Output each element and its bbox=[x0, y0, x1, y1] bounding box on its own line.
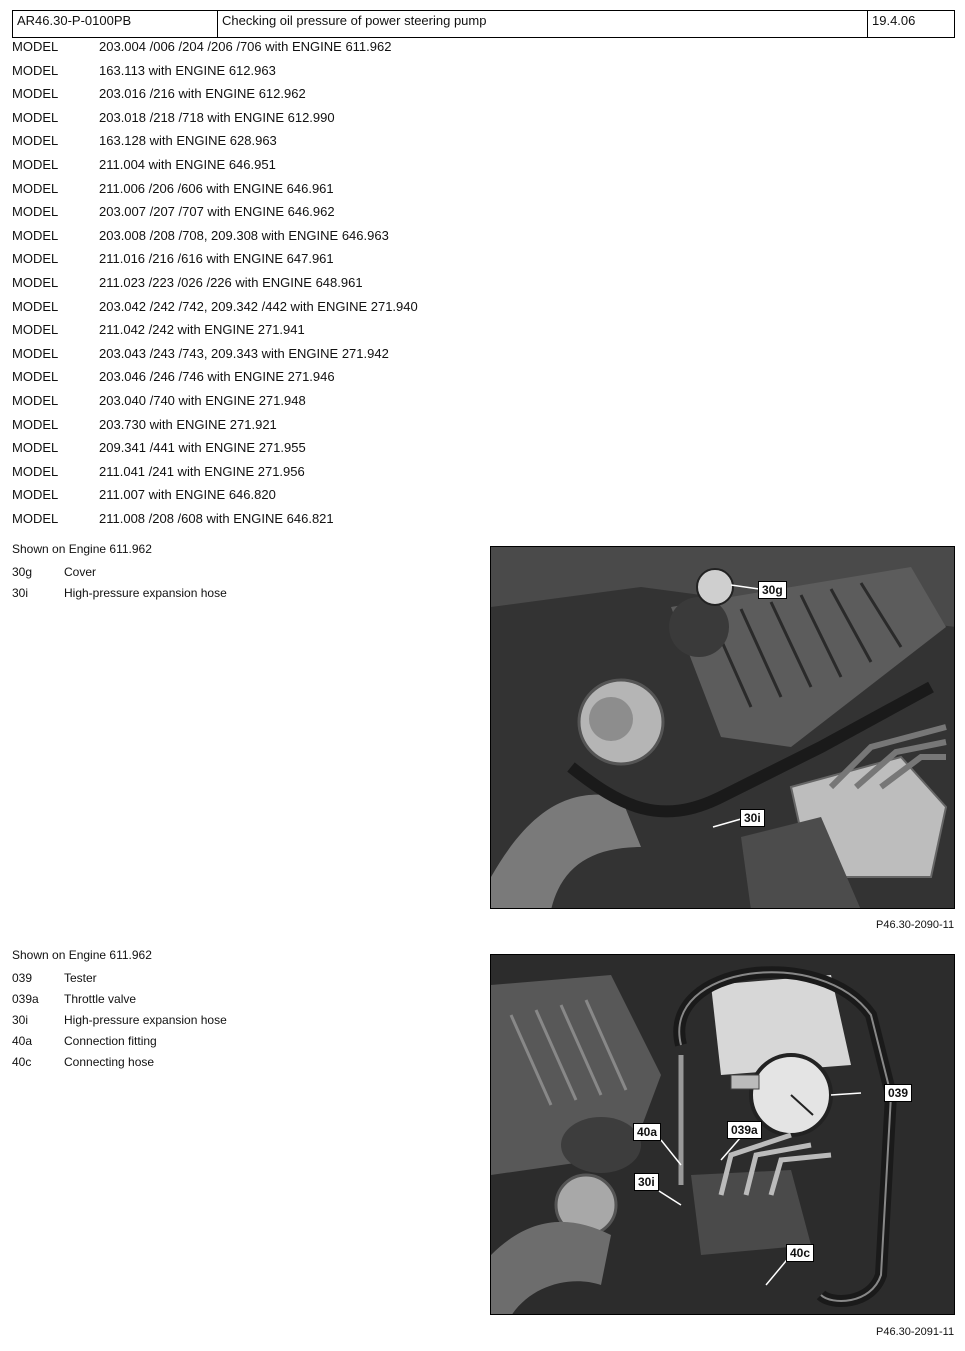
engine-photo-1 bbox=[490, 546, 955, 909]
model-row bbox=[12, 438, 418, 462]
callout-039: 039 bbox=[884, 1084, 912, 1102]
model-row bbox=[12, 61, 418, 85]
model-row bbox=[12, 391, 418, 415]
model-value: 203.042 /242 /742, 209.342 /442 with ENGINE 271.940 bbox=[99, 298, 418, 314]
model-row bbox=[12, 155, 418, 179]
callout-40c: 40c bbox=[786, 1244, 814, 1262]
model-value: 203.008 /208 /708, 209.308 with ENGINE 646.963 bbox=[99, 227, 389, 243]
model-value: 203.046 /246 /746 with ENGINE 271.946 bbox=[99, 369, 335, 385]
callout-30g: 30g bbox=[758, 581, 787, 599]
callout-30i: 30i bbox=[634, 1173, 659, 1191]
legend-item bbox=[12, 989, 227, 1010]
model-label: MODEL bbox=[12, 416, 59, 432]
legend-text: Tester bbox=[64, 971, 97, 985]
model-value: 163.113 with ENGINE 612.963 bbox=[99, 62, 276, 78]
legend-code: 30i bbox=[12, 1013, 29, 1027]
model-label: MODEL bbox=[12, 463, 59, 479]
model-list bbox=[12, 37, 418, 532]
legend-item bbox=[12, 968, 227, 989]
model-row bbox=[12, 485, 418, 509]
model-value: 211.041 /241 with ENGINE 271.956 bbox=[99, 463, 305, 479]
model-value: 209.341 /441 with ENGINE 271.955 bbox=[99, 440, 306, 456]
model-value: 203.043 /243 /743, 209.343 with ENGINE 271.942 bbox=[99, 345, 389, 361]
model-label: MODEL bbox=[12, 39, 59, 54]
model-label: MODEL bbox=[12, 251, 59, 267]
model-value: 211.016 /216 /616 with ENGINE 647.961 bbox=[99, 251, 334, 267]
doc-date: 19.4.06 bbox=[872, 13, 916, 28]
legend-text: High-pressure expansion hose bbox=[64, 586, 227, 600]
legend-item bbox=[12, 1031, 227, 1052]
model-label: MODEL bbox=[12, 440, 59, 456]
model-row bbox=[12, 226, 418, 250]
legend-text: Cover bbox=[64, 565, 97, 579]
model-row bbox=[12, 131, 418, 155]
model-label: MODEL bbox=[12, 274, 59, 290]
section-1-legend bbox=[12, 542, 227, 604]
model-row bbox=[12, 462, 418, 486]
doc-id: AR46.30-P-0100PB bbox=[13, 11, 218, 37]
model-value: 203.018 /218 /718 with ENGINE 612.990 bbox=[99, 109, 335, 125]
model-value: 203.040 /740 with ENGINE 271.948 bbox=[99, 392, 306, 408]
model-row bbox=[12, 179, 418, 203]
legend-code: 039 bbox=[12, 971, 33, 985]
model-row bbox=[12, 509, 418, 533]
callout-039a: 039a bbox=[727, 1121, 762, 1139]
model-value: 203.007 /207 /707 with ENGINE 646.962 bbox=[99, 204, 335, 220]
callout-30i: 30i bbox=[740, 809, 765, 827]
legend-text: Throttle valve bbox=[64, 992, 137, 1006]
model-row bbox=[12, 84, 418, 108]
section-2-subtitle: Shown on Engine 611.962 bbox=[12, 948, 152, 962]
figure-id-1: P46.30-2090-11 bbox=[876, 919, 955, 931]
model-row bbox=[12, 273, 418, 297]
model-label: MODEL bbox=[12, 62, 59, 78]
legend-text: Connecting hose bbox=[64, 1055, 155, 1069]
engine-photo-2 bbox=[490, 954, 955, 1315]
model-label: MODEL bbox=[12, 298, 59, 314]
model-row bbox=[12, 108, 418, 132]
legend-item bbox=[12, 1052, 227, 1073]
model-row bbox=[12, 415, 418, 439]
model-value: 211.006 /206 /606 with ENGINE 646.961 bbox=[99, 180, 334, 196]
doc-title: Checking oil pressure of power steering pump bbox=[218, 11, 868, 37]
section-1-subtitle: Shown on Engine 611.962 bbox=[12, 542, 152, 556]
legend-code: 40c bbox=[12, 1055, 32, 1069]
model-label: MODEL bbox=[12, 392, 59, 408]
legend-text: Connection fitting bbox=[64, 1034, 157, 1048]
model-value: 203.016 /216 with ENGINE 612.962 bbox=[99, 86, 306, 102]
model-value: 211.004 with ENGINE 646.951 bbox=[99, 156, 276, 172]
model-value: 211.007 with ENGINE 646.820 bbox=[99, 487, 276, 503]
legend-code: 30g bbox=[12, 565, 33, 579]
model-label: MODEL bbox=[12, 322, 59, 338]
legend-item bbox=[12, 583, 227, 604]
legend-code: 40a bbox=[12, 1034, 33, 1048]
model-value: 203.004 /006 /204 /206 /706 with ENGINE 611.962 bbox=[99, 39, 392, 54]
model-row bbox=[12, 249, 418, 273]
model-label: MODEL bbox=[12, 109, 59, 125]
legend-item bbox=[12, 1010, 227, 1031]
model-label: MODEL bbox=[12, 133, 59, 149]
section-2-legend bbox=[12, 948, 227, 1073]
model-row bbox=[12, 37, 418, 61]
model-value: 203.730 with ENGINE 271.921 bbox=[99, 416, 277, 432]
model-row bbox=[12, 344, 418, 368]
legend-code: 30i bbox=[12, 586, 29, 600]
model-row bbox=[12, 202, 418, 226]
model-value: 211.042 /242 with ENGINE 271.941 bbox=[99, 322, 305, 338]
legend-code: 039a bbox=[12, 992, 39, 1006]
model-label: MODEL bbox=[12, 345, 59, 361]
model-label: MODEL bbox=[12, 204, 59, 220]
model-row bbox=[12, 367, 418, 391]
legend-text: High-pressure expansion hose bbox=[64, 1013, 227, 1027]
figure-id-2: P46.30-2091-11 bbox=[876, 1326, 955, 1338]
model-label: MODEL bbox=[12, 227, 59, 243]
model-label: MODEL bbox=[12, 369, 59, 385]
model-row bbox=[12, 297, 418, 321]
model-label: MODEL bbox=[12, 180, 59, 196]
model-value: 163.128 with ENGINE 628.963 bbox=[99, 133, 277, 149]
model-label: MODEL bbox=[12, 487, 59, 503]
model-row bbox=[12, 320, 418, 344]
model-label: MODEL bbox=[12, 510, 59, 526]
callout-40a: 40a bbox=[633, 1123, 661, 1141]
document-header bbox=[12, 10, 955, 38]
model-value: 211.008 /208 /608 with ENGINE 646.821 bbox=[99, 510, 334, 526]
legend-item bbox=[12, 562, 227, 583]
model-label: MODEL bbox=[12, 86, 59, 102]
model-value: 211.023 /223 /026 /226 with ENGINE 648.961 bbox=[99, 274, 363, 290]
model-label: MODEL bbox=[12, 156, 59, 172]
